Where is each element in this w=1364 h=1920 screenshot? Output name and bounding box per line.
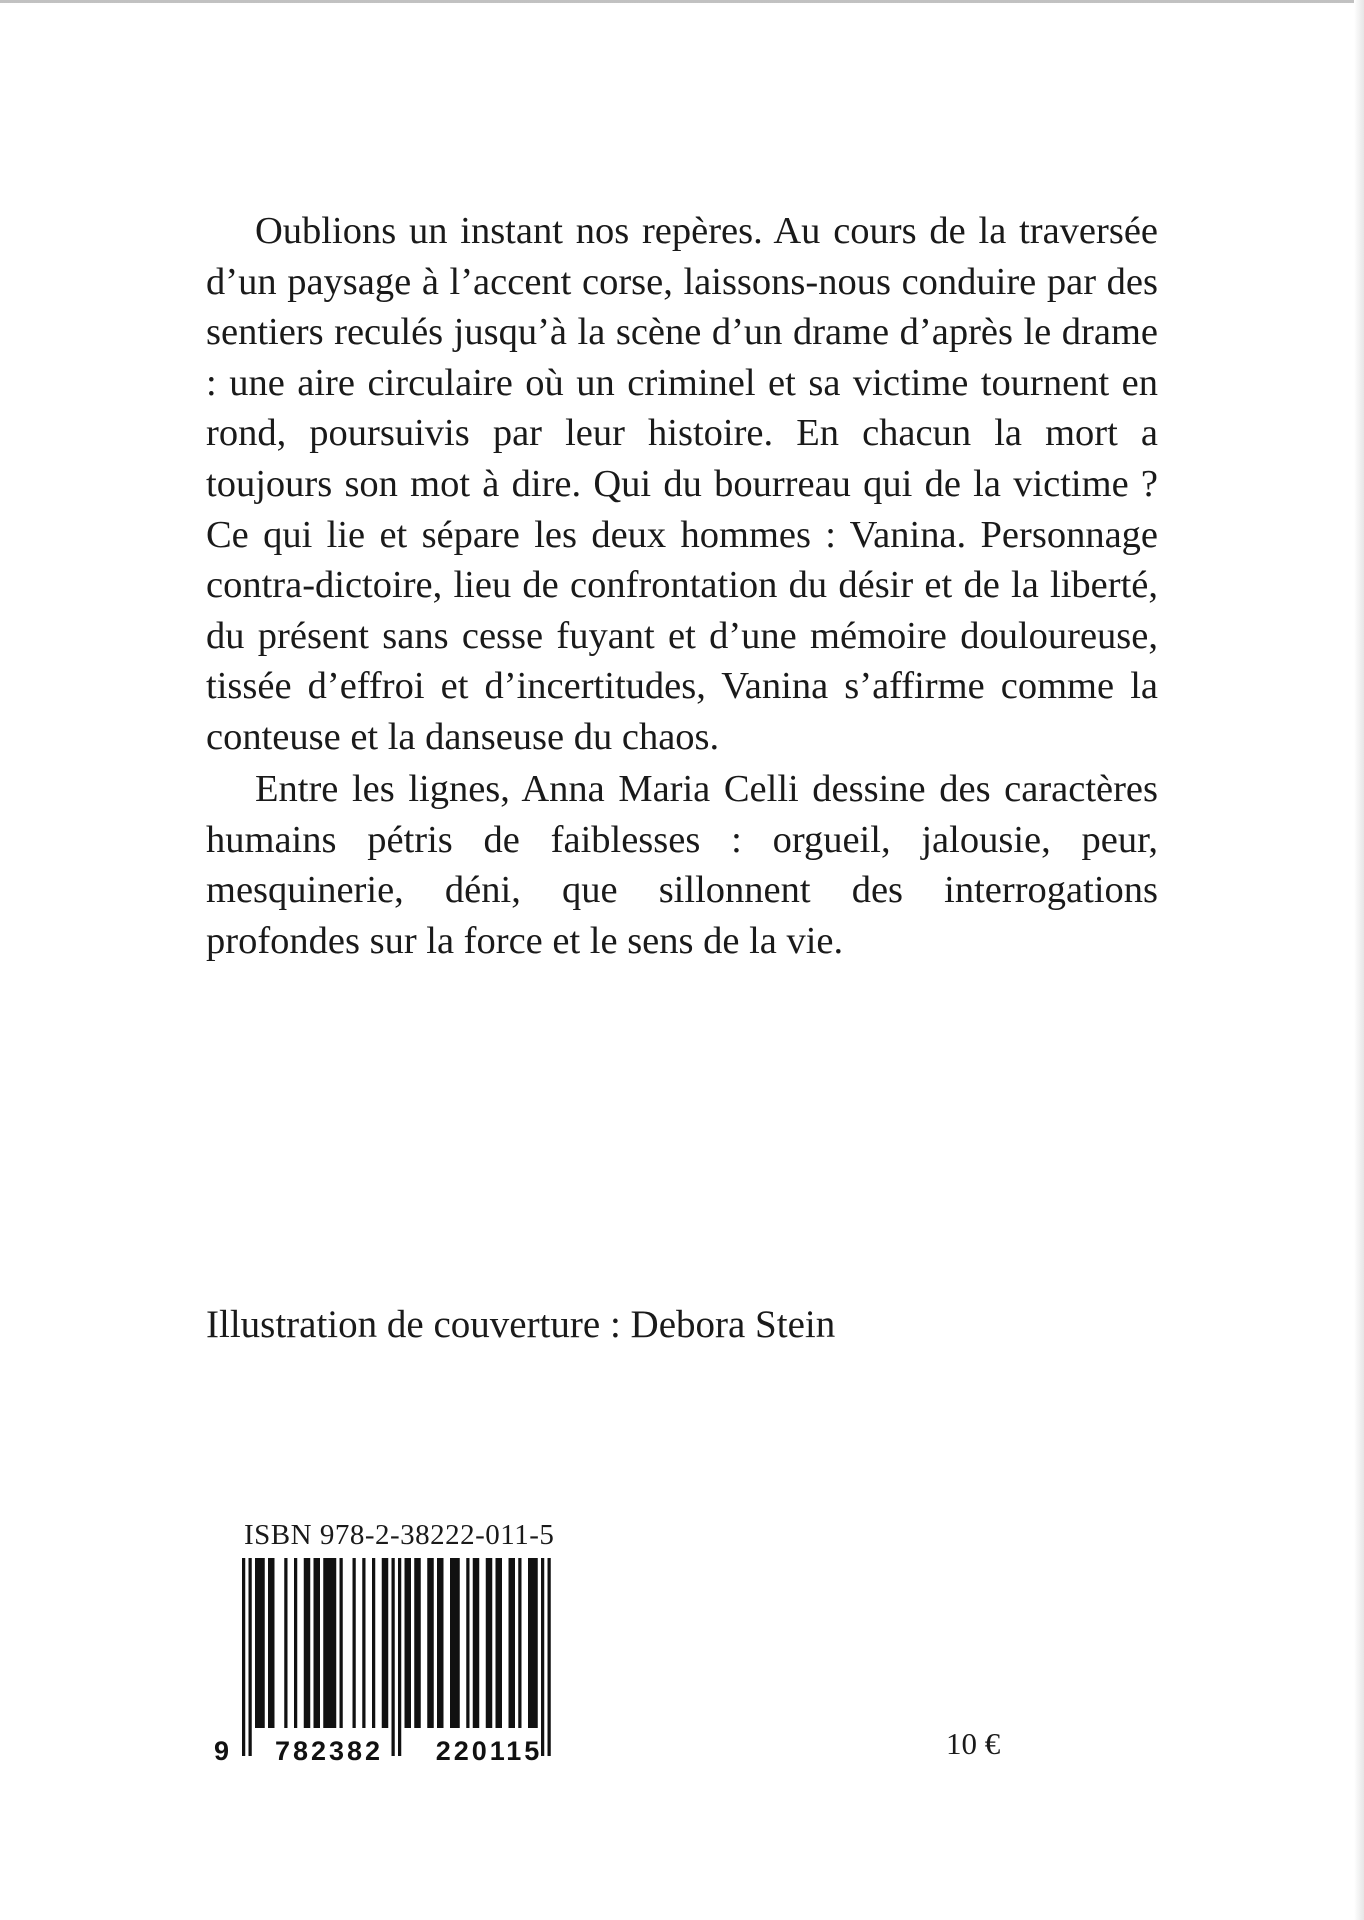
blurb-paragraph-2: Entre les lignes, Anna Maria Celli dessine des caractères humains pétris de faiblesses : orgueil, jalousie, peur, mesquinerie, déni, que sillonnent des interrogations profondes sur la force et le sens de la vie.: [206, 768, 1158, 962]
barcode-bar: [362, 1558, 365, 1728]
barcode-bar: [268, 1558, 275, 1728]
barcode-guard-bar: [541, 1558, 544, 1756]
barcode-bar: [405, 1558, 412, 1728]
barcode-bar: [372, 1558, 375, 1728]
barcode-bar: [518, 1558, 521, 1728]
barcode-digits-left: 782382: [274, 1736, 384, 1764]
barcode-bar: [382, 1558, 389, 1728]
barcode-bar: [294, 1558, 297, 1728]
barcode-guard-bar: [249, 1558, 252, 1756]
credit-label: Illustration de couverture :: [206, 1303, 631, 1346]
isbn-barcode: [206, 1556, 576, 1764]
scan-right-edge: [1354, 0, 1364, 1920]
barcode-bar: [414, 1558, 421, 1728]
barcode-bar: [486, 1558, 493, 1728]
barcode-bar: [466, 1558, 469, 1728]
barcode-guard-bar: [392, 1558, 395, 1756]
barcode-digit-lead: 9: [214, 1736, 230, 1764]
barcode-bar: [323, 1558, 336, 1728]
barcode-bar: [437, 1558, 444, 1728]
barcode-bar: [284, 1558, 287, 1728]
barcode-guard-bar: [548, 1558, 551, 1756]
barcode-bar: [353, 1558, 356, 1728]
scan-top-edge: [0, 0, 1364, 3]
blurb-paragraph-1: Oublions un instant nos repères. Au cours de la traversée d’un paysage à l’accent corse, laissons-nous conduire par des sentiers reculés jusqu’à la scène d’un drame d’après le drame : une aire circulaire où un criminel et sa victime tournent en rond, poursuivis par leur histoire. En chacun la mort a toujours son mot à dire. Qui du bourreau qui de la victime ? Ce qui lie et sépare les deux hommes : Vanina. Personnage contra-dictoire, lieu de confrontation du désir et de la liberté, du présent sans cesse fuyant et d’une mémoire douloureuse, tissée d’effroi et d’incertitudes, Vanina s’affirme comme la conteuse et la danseuse du chaos.: [206, 210, 1158, 758]
barcode-bars: [242, 1558, 551, 1756]
barcode-guard-bar: [242, 1558, 245, 1756]
barcode-bar: [473, 1558, 480, 1728]
barcode-graphic: [206, 1556, 576, 1764]
barcode-bar: [255, 1558, 265, 1728]
blurb-text: [206, 206, 1158, 968]
barcode-bar: [314, 1558, 321, 1728]
illustration-credit: [206, 1300, 835, 1350]
barcode-bar: [340, 1558, 343, 1728]
price: 10 €: [946, 1726, 1001, 1761]
barcode-bar: [304, 1558, 311, 1728]
barcode-bar: [450, 1558, 460, 1728]
barcode-bar: [509, 1558, 516, 1728]
barcode-bar: [528, 1558, 538, 1728]
barcode-bar: [427, 1558, 434, 1728]
barcode-guard-bar: [398, 1558, 401, 1756]
isbn-label: ISBN 978-2-38222-011-5: [244, 1519, 555, 1551]
credit-name: Debora Stein: [630, 1303, 836, 1346]
barcode-bar: [496, 1558, 503, 1728]
barcode-digits-right: 220115: [435, 1736, 543, 1764]
